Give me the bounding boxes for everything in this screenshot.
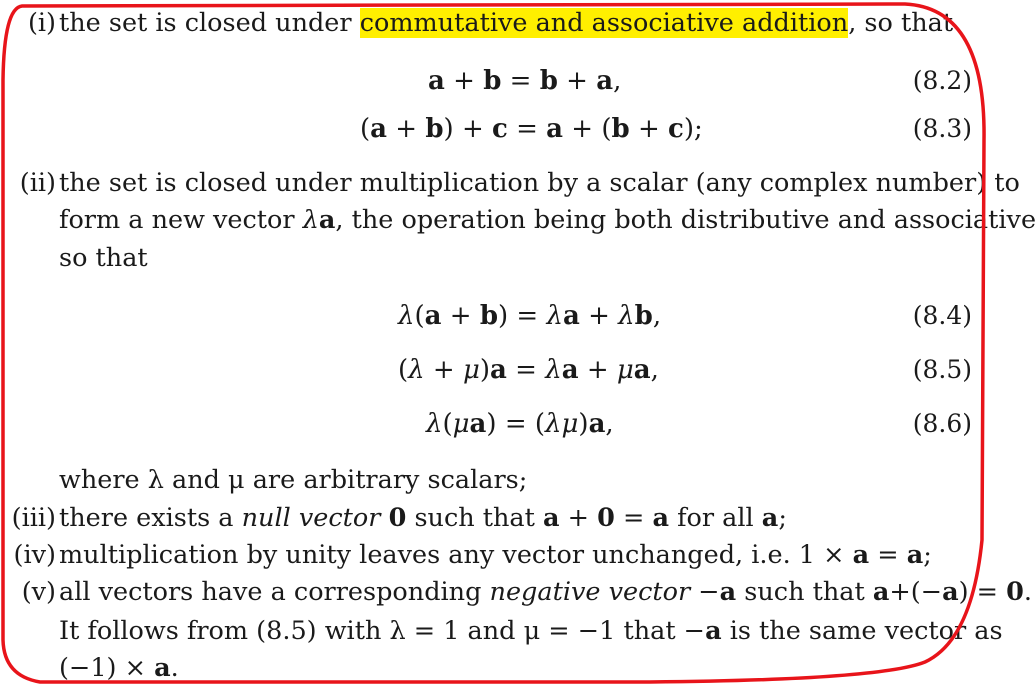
item-v-label: (v) [21,577,56,607]
where-text: where λ and μ are arbitrary scalars; [59,465,528,495]
equation-number: (8.3) [912,114,972,143]
highlighted-phrase: commutative and associative addition [359,8,849,38]
equation-8-2: a + b = b + a, [428,66,622,96]
equation-8-6: λ(μa) = (λμ)a, [426,409,614,439]
equation-8-3: (a + b) + c = a + (b + c); [360,114,703,144]
equation-number: (8.4) [912,301,972,330]
item-i-text-end: , so that [848,8,954,38]
textbook-page: (i) the set is closed under commutative and associative addition, so that a + b = b + a, (8.2) (a + b) + c = a + (b + c); (8.3) (ii) the set is closed under multiplication by a scalar (any complex number) to form a new vector λa, the operation being both distributive and associative so that λ(a + b) = λa + λb, (8.4) (λ + μ)a = λa + μa, (8.5) λ(μa) = (λμ)a, (8.6) where λ and μ are arbitrary scalars; (iii) there exists a null vector 0 such that a + 0 = a for all a; (iv) multiplication by unity leaves any vector unchanged, i.e. 1 × a = a; (v) all vectors have a corresponding negative vector −a such that a+(−a) = 0. It follows from (8.5) with λ = 1 and μ = −1 that −a is the same vector as (−1) × a. [0,0,986,684]
item-i-text: the set is closed under [59,8,352,38]
item-iii-label: (iii) [11,503,56,533]
equation-number: (8.5) [912,355,972,384]
equation-number: (8.6) [912,409,972,438]
item-ii-line1: the set is closed under multiplication by a scalar (any complex number) to [59,168,1020,198]
equation-8-4: λ(a + b) = λa + λb, [398,301,662,331]
equation-8-5: (λ + μ)a = λa + μa, [398,355,659,385]
equation-number: (8.2) [912,66,972,95]
item-ii-label: (ii) [19,168,56,198]
item-i-label: (i) [27,8,56,38]
item-iv-label: (iv) [13,540,56,570]
